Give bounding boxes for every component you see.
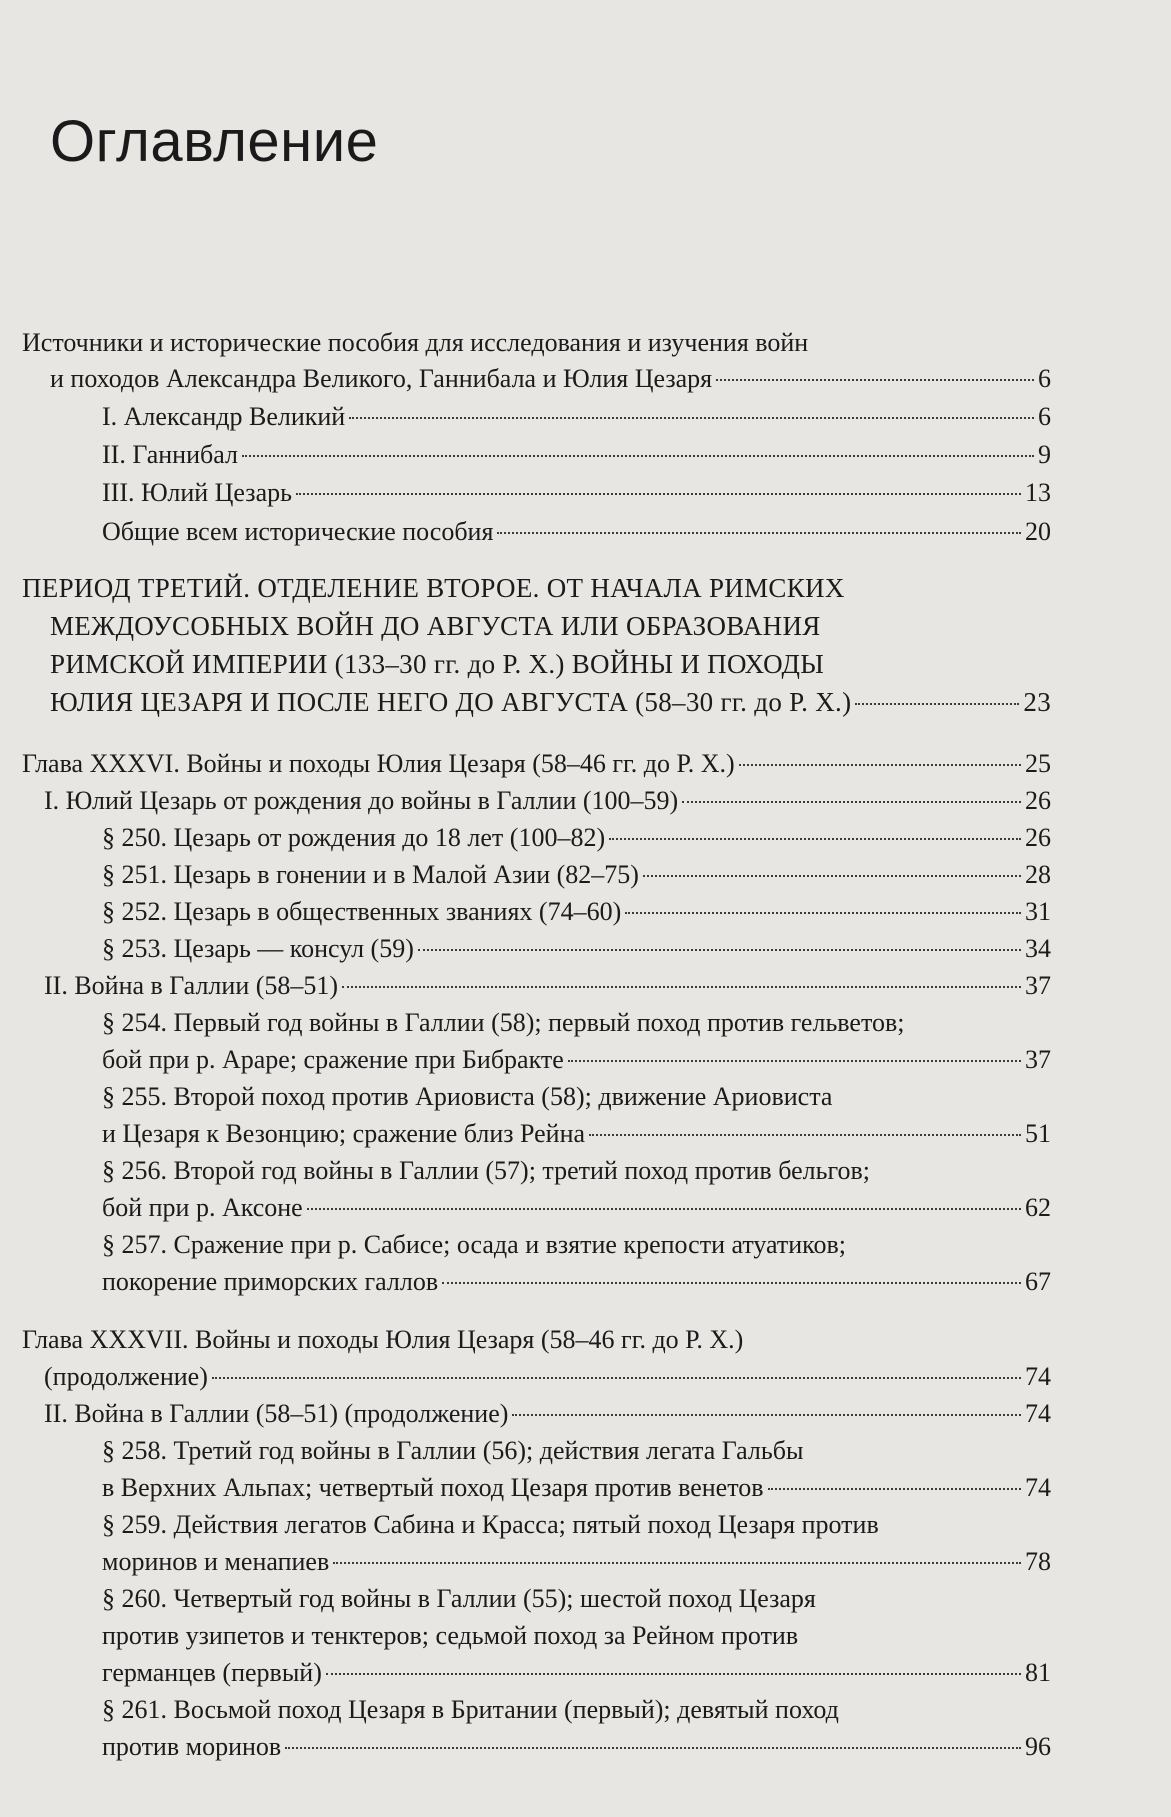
page-number: 6 [1038, 364, 1051, 393]
toc-entry-s257-line1: § 257. Сражение при р. Сабисе; осада и взятие крепости атуатиков; [102, 1230, 846, 1259]
page-number: 96 [1025, 1732, 1051, 1761]
dot-leader [212, 1377, 1021, 1379]
page-number: 34 [1025, 934, 1051, 963]
toc-entry-s254[interactable] [102, 1042, 1051, 1078]
toc-entry-caesar[interactable] [102, 475, 1051, 511]
page-number: 62 [1025, 1193, 1051, 1222]
toc-entry-s250[interactable] [102, 820, 1051, 856]
page-number: 67 [1025, 1267, 1051, 1296]
dot-leader [242, 455, 1034, 457]
dot-leader [716, 379, 1034, 381]
toc-entry-title: § 250. Цезарь от рождения до 18 лет (100–82) [102, 823, 606, 852]
dot-leader [326, 1673, 1021, 1675]
toc-entry-title: бой при р. Араре; сражение при Бибракте [102, 1045, 564, 1074]
page-number: 26 [1025, 786, 1051, 815]
toc-entry-title: II. Война в Галлии (58–51) [44, 971, 339, 1000]
dot-leader [418, 949, 1021, 951]
toc-period-line2: МЕЖДОУСОБНЫХ ВОЙН ДО АВГУСТА ИЛИ ОБРАЗОВАНИЯ [50, 611, 821, 641]
page-number: 20 [1025, 517, 1051, 546]
page-number: 74 [1025, 1399, 1051, 1428]
toc-entry-hannibal[interactable] [102, 437, 1051, 473]
toc-entry-title: моринов и менапиев [102, 1547, 330, 1576]
toc-entry-ch37-part2[interactable] [44, 1396, 1051, 1432]
toc-entry-title: ЮЛИЯ ЦЕЗАРЯ И ПОСЛЕ НЕГО ДО АВГУСТА (58–30 гг. до Р. Х.) [50, 687, 852, 717]
page-number: 74 [1025, 1473, 1051, 1502]
toc-entry-s253[interactable] [102, 931, 1051, 967]
toc-entry-title: I. Александр Великий [102, 402, 346, 431]
toc-entry-s252[interactable] [102, 894, 1051, 930]
toc-entry-s255-line1: § 255. Второй поход против Ариовиста (58); движение Ариовиста [102, 1082, 833, 1111]
dot-leader [349, 417, 1034, 419]
toc-entry-title: и походов Александра Великого, Ганнибала и Юлия Цезаря [50, 364, 713, 393]
page-number: 25 [1025, 749, 1051, 778]
page-number: 37 [1025, 971, 1051, 1000]
toc-entry-sources[interactable] [50, 361, 1051, 397]
toc-entry-s260[interactable] [102, 1655, 1051, 1691]
toc-entry-title: II. Война в Галлии (58–51) (продолжение) [44, 1399, 509, 1428]
toc-entry-title: покорение приморских галлов [102, 1267, 439, 1296]
toc-period-line1: ПЕРИОД ТРЕТИЙ. ОТДЕЛЕНИЕ ВТОРОЕ. ОТ НАЧАЛА РИМСКИХ [22, 573, 845, 603]
page-number: 26 [1025, 823, 1051, 852]
dot-leader [307, 1208, 1021, 1210]
dot-leader [333, 1562, 1021, 1564]
toc-entry-alexander[interactable] [102, 399, 1051, 435]
dot-leader [512, 1414, 1021, 1416]
toc-entry-chapter-36[interactable] [22, 746, 1051, 782]
toc-entry-title: § 251. Цезарь в гонении и в Малой Азии (82–75) [102, 860, 639, 889]
toc-entry-title: германцев (первый) [102, 1658, 322, 1687]
dot-leader [296, 493, 1021, 495]
dot-leader [625, 912, 1021, 914]
dot-leader [568, 1060, 1021, 1062]
toc-entry-s255[interactable] [102, 1116, 1051, 1152]
page-title: Оглавление [50, 109, 379, 174]
dot-leader [855, 703, 1019, 705]
page-number: 78 [1025, 1547, 1051, 1576]
toc-entry-sources-line1: Источники и исторические пособия для исследования и изучения войн [22, 328, 809, 357]
toc-entry-common-sources[interactable] [102, 514, 1051, 550]
toc-entry-s261[interactable] [102, 1729, 1051, 1765]
page-number: 74 [1025, 1362, 1051, 1391]
toc-entry-s261-line1: § 261. Восьмой поход Цезаря в Британии (первый); девятый поход [102, 1695, 839, 1724]
page-number: 6 [1038, 402, 1051, 431]
toc-entry-title: Глава XXXVI. Войны и походы Юлия Цезаря (58–46 гг. до Р. Х.) [22, 749, 735, 778]
toc-entry-title: и Цезаря к Везонцию; сражение близ Рейна [102, 1119, 586, 1148]
dot-leader [442, 1282, 1021, 1284]
toc-entry-s259[interactable] [102, 1544, 1051, 1580]
toc-entry-ch36-part1[interactable] [44, 783, 1051, 819]
dot-leader [643, 875, 1021, 877]
toc-entry-title: I. Юлий Цезарь от рождения до войны в Галлии (100–59) [44, 786, 679, 815]
toc-entry-s257[interactable] [102, 1264, 1051, 1300]
toc-entry-s260-line1: § 260. Четвертый год войны в Галлии (55); шестой поход Цезаря [102, 1584, 816, 1613]
dot-leader [342, 986, 1021, 988]
toc-entry-s259-line1: § 259. Действия легатов Сабина и Красса; пятый поход Цезаря против [102, 1510, 879, 1539]
toc-entry-chapter-37-line1: Глава XXXVII. Войны и походы Юлия Цезаря (58–46 гг. до Р. Х.) [22, 1325, 744, 1354]
dot-leader [768, 1488, 1021, 1490]
dot-leader [682, 801, 1021, 803]
toc-entry-title: III. Юлий Цезарь [102, 478, 292, 507]
toc-entry-title: II. Ганнибал [102, 440, 238, 469]
page-number: 28 [1025, 860, 1051, 889]
toc-entry-title: § 253. Цезарь — консул (59) [102, 934, 414, 963]
dot-leader [589, 1134, 1021, 1136]
page-number: 81 [1025, 1658, 1051, 1687]
toc-entry-period[interactable] [50, 684, 1051, 720]
toc-entry-title: § 252. Цезарь в общественных званиях (74–60) [102, 897, 622, 926]
page-number: 23 [1023, 687, 1051, 717]
page-number: 31 [1025, 897, 1051, 926]
page-number: 13 [1025, 478, 1051, 507]
toc-entry-s254-line1: § 254. Первый год войны в Галлии (58); первый поход против гельветов; [102, 1008, 905, 1037]
toc-entry-s256[interactable] [102, 1190, 1051, 1226]
toc-entry-ch36-part2[interactable] [44, 968, 1051, 1004]
dot-leader [285, 1747, 1021, 1749]
dot-leader [609, 838, 1021, 840]
toc-period-line3: РИМСКОЙ ИМПЕРИИ (133–30 гг. до Р. Х.) ВОЙНЫ И ПОХОДЫ [50, 649, 825, 679]
toc-entry-s256-line1: § 256. Второй год войны в Галлии (57); третий поход против бельгов; [102, 1156, 870, 1185]
toc-entry-title: бой при р. Аксоне [102, 1193, 303, 1222]
toc-entry-title: Общие всем исторические пособия [102, 517, 494, 546]
toc-entry-title: в Верхних Альпах; четвертый поход Цезаря против венетов [102, 1473, 764, 1502]
toc-entry-chapter-37[interactable] [44, 1359, 1051, 1395]
toc-entry-s258[interactable] [102, 1470, 1051, 1506]
page-number: 51 [1025, 1119, 1051, 1148]
page-number: 37 [1025, 1045, 1051, 1074]
toc-entry-title: против моринов [102, 1732, 282, 1761]
dot-leader [739, 764, 1021, 766]
toc-entry-s260-line2: против узипетов и тенктеров; седьмой поход за Рейном против [102, 1621, 799, 1650]
toc-entry-s258-line1: § 258. Третий год войны в Галлии (56); действия легата Гальбы [102, 1436, 804, 1465]
toc-entry-s251[interactable] [102, 857, 1051, 893]
dot-leader [497, 532, 1021, 534]
toc-entry-title: (продолжение) [44, 1362, 208, 1391]
page-number: 9 [1038, 440, 1051, 469]
